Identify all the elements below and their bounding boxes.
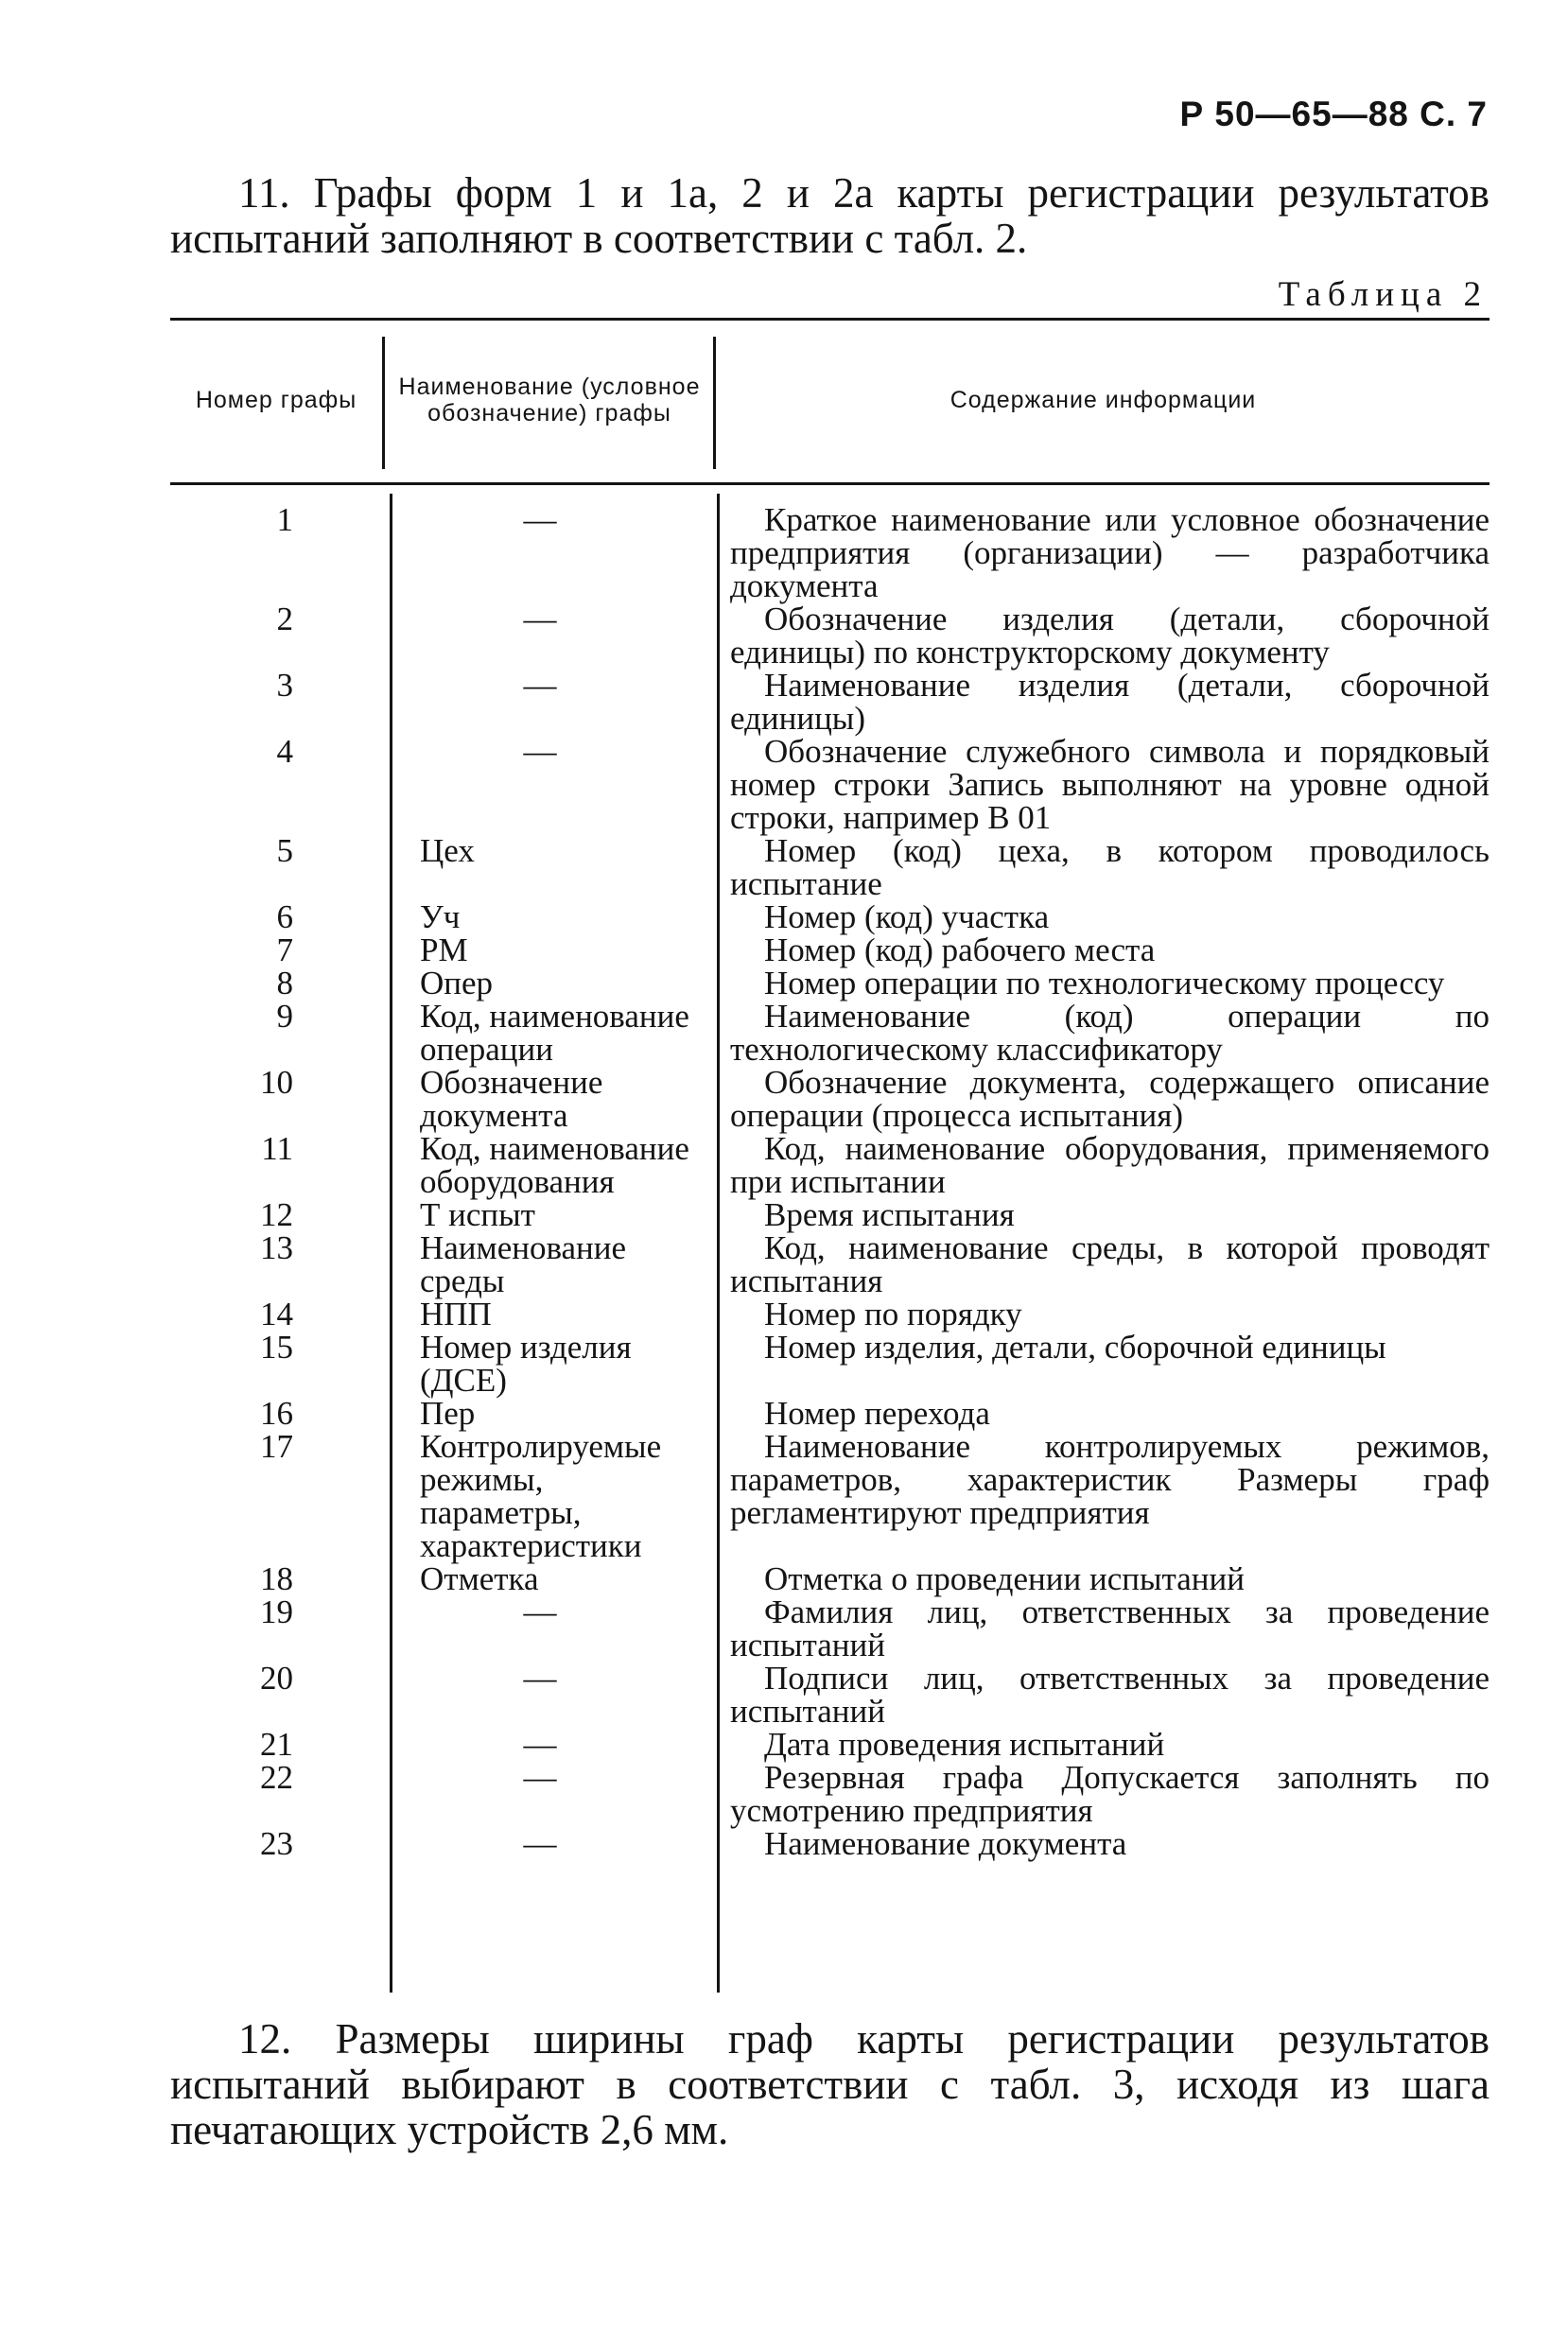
table-row bbox=[170, 966, 1490, 1000]
table-row bbox=[170, 1761, 1490, 1827]
row-name: — bbox=[523, 501, 557, 538]
row-name: Т испыт bbox=[420, 1196, 535, 1233]
row-name: Обозначение документа bbox=[420, 1064, 603, 1134]
row-number: 10 bbox=[260, 1064, 293, 1101]
table-row bbox=[170, 1662, 1490, 1728]
table-row bbox=[170, 1066, 1490, 1132]
row-name: Уч bbox=[420, 898, 461, 935]
table-row bbox=[170, 602, 1490, 669]
row-number: 8 bbox=[276, 965, 293, 1001]
table-2 bbox=[170, 318, 1490, 2001]
table-row bbox=[170, 1562, 1490, 1595]
row-info: Краткое наименование или условное обозначение предприятия (организации) — разработчика документа bbox=[730, 501, 1490, 604]
paragraph-11: 11. Графы форм 1 и 1а, 2 и 2а карты регистрации результатов испытаний заполняют в соответствии с табл. 2. bbox=[170, 169, 1490, 262]
row-info: Время испытания bbox=[764, 1196, 1015, 1233]
header-divider-1 bbox=[382, 337, 385, 469]
row-name: — bbox=[523, 1726, 557, 1763]
row-number: 3 bbox=[276, 667, 293, 704]
header-divider-2 bbox=[713, 337, 716, 469]
row-name: Отметка bbox=[420, 1560, 539, 1597]
row-number: 17 bbox=[260, 1428, 293, 1465]
row-name: Цех bbox=[420, 832, 475, 869]
row-name: — bbox=[523, 1825, 557, 1862]
page-identifier: Р 50—65—88 С. 7 bbox=[1179, 95, 1488, 133]
row-info: Номер (код) рабочего места bbox=[764, 931, 1156, 968]
row-info: Наименование контролируемых режимов, параметров, характеристик Размеры граф регламентируют предприятия bbox=[730, 1428, 1490, 1531]
row-number: 13 bbox=[260, 1229, 293, 1266]
table-row bbox=[170, 1430, 1490, 1562]
row-name: — bbox=[523, 1759, 557, 1796]
row-info: Номер (код) участка bbox=[764, 898, 1050, 935]
table-row bbox=[170, 1728, 1490, 1761]
row-name: РМ bbox=[420, 931, 468, 968]
row-number: 12 bbox=[260, 1196, 293, 1233]
row-info: Обозначение изделия (детали, сборочной единицы) по конструкторскому документу bbox=[730, 601, 1490, 670]
row-number: 1 bbox=[276, 501, 293, 538]
paragraph-12: 12. Размеры ширины граф карты регистрации результатов испытаний выбирают в соответствии с табл. 3, исходя из шага печатающих устройств 2,6 мм. bbox=[170, 2015, 1490, 2153]
row-info: Номер (код) цеха, в котором проводилось испытание bbox=[730, 832, 1490, 902]
row-info: Номер перехода bbox=[764, 1395, 990, 1432]
table-row bbox=[170, 735, 1490, 834]
row-info: Номер по порядку bbox=[764, 1296, 1022, 1332]
row-info: Наименование (код) операции по технологическому классификатору bbox=[730, 998, 1490, 1068]
row-name: — bbox=[523, 1593, 557, 1630]
row-name: — bbox=[523, 601, 557, 637]
row-info: Дата проведения испытаний bbox=[764, 1726, 1165, 1763]
row-info: Номер изделия, детали, сборочной единицы bbox=[764, 1329, 1386, 1366]
column-header-number: Номер графы bbox=[195, 387, 357, 413]
row-name: Контролируемые режимы, параметры, характеристики bbox=[420, 1428, 662, 1564]
row-name: Номер изделия (ДСЕ) bbox=[420, 1329, 632, 1399]
row-name: Пер bbox=[420, 1395, 476, 1432]
column-header-content: Содержание информации bbox=[950, 387, 1257, 413]
table-row bbox=[170, 834, 1490, 900]
table-row bbox=[170, 933, 1490, 966]
table-row bbox=[170, 503, 1490, 602]
row-number: 16 bbox=[260, 1395, 293, 1432]
row-info: Обозначение служебного символа и порядковый номер строки Запись выполняют на уровне одной строки, например В 01 bbox=[730, 733, 1490, 836]
row-number: 11 bbox=[261, 1130, 293, 1167]
row-info: Отметка о проведении испытаний bbox=[764, 1560, 1245, 1597]
row-info: Наименование изделия (детали, сборочной единицы) bbox=[730, 667, 1490, 737]
row-number: 20 bbox=[260, 1660, 293, 1697]
row-info: Код, наименование оборудования, применяемого при испытании bbox=[730, 1130, 1490, 1200]
row-number: 9 bbox=[276, 998, 293, 1035]
row-number: 15 bbox=[260, 1329, 293, 1366]
table-body bbox=[170, 503, 1490, 1860]
row-info: Резервная графа Допускается заполнять по усмотрению предприятия bbox=[730, 1759, 1490, 1829]
row-info: Код, наименование среды, в которой проводят испытания bbox=[730, 1229, 1490, 1299]
row-number: 2 bbox=[276, 601, 293, 637]
row-number: 14 bbox=[260, 1296, 293, 1332]
row-name: — bbox=[523, 733, 557, 770]
row-name: Наименование среды bbox=[420, 1229, 627, 1299]
row-name: — bbox=[523, 1660, 557, 1697]
table-row bbox=[170, 669, 1490, 735]
table-row bbox=[170, 1132, 1490, 1198]
table-row bbox=[170, 1331, 1490, 1397]
row-number: 5 bbox=[276, 832, 293, 869]
row-info: Номер операции по технологическому процессу bbox=[764, 965, 1445, 1001]
row-number: 18 bbox=[260, 1560, 293, 1597]
row-name: Код, наименование оборудования bbox=[420, 1130, 689, 1200]
table-row bbox=[170, 1397, 1490, 1430]
row-name: НПП bbox=[420, 1296, 492, 1332]
table-caption: Таблица 2 bbox=[1278, 275, 1488, 314]
row-info: Обозначение документа, содержащего описание операции (процесса испытания) bbox=[730, 1064, 1490, 1134]
table-header-rule bbox=[170, 482, 1490, 485]
table-row bbox=[170, 1297, 1490, 1331]
row-name: Опер bbox=[420, 965, 494, 1001]
table-row bbox=[170, 1827, 1490, 1860]
table-row bbox=[170, 1000, 1490, 1066]
table-row bbox=[170, 900, 1490, 933]
row-name: — bbox=[523, 667, 557, 704]
row-name: Код, наименование операции bbox=[420, 998, 689, 1068]
table-row bbox=[170, 1595, 1490, 1662]
row-info: Фамилия лиц, ответственных за проведение испытаний bbox=[730, 1593, 1490, 1663]
row-number: 22 bbox=[260, 1759, 293, 1796]
row-info: Наименование документа bbox=[764, 1825, 1127, 1862]
row-number: 23 bbox=[260, 1825, 293, 1862]
table-row bbox=[170, 1198, 1490, 1231]
row-info: Подписи лиц, ответственных за проведение испытаний bbox=[730, 1660, 1490, 1730]
row-number: 19 bbox=[260, 1593, 293, 1630]
row-number: 6 bbox=[276, 898, 293, 935]
row-number: 4 bbox=[276, 733, 293, 770]
column-header-name: Наименование (условное обозначение) графы bbox=[398, 374, 701, 427]
row-number: 21 bbox=[260, 1726, 293, 1763]
table-row bbox=[170, 1231, 1490, 1297]
row-number: 7 bbox=[276, 931, 293, 968]
